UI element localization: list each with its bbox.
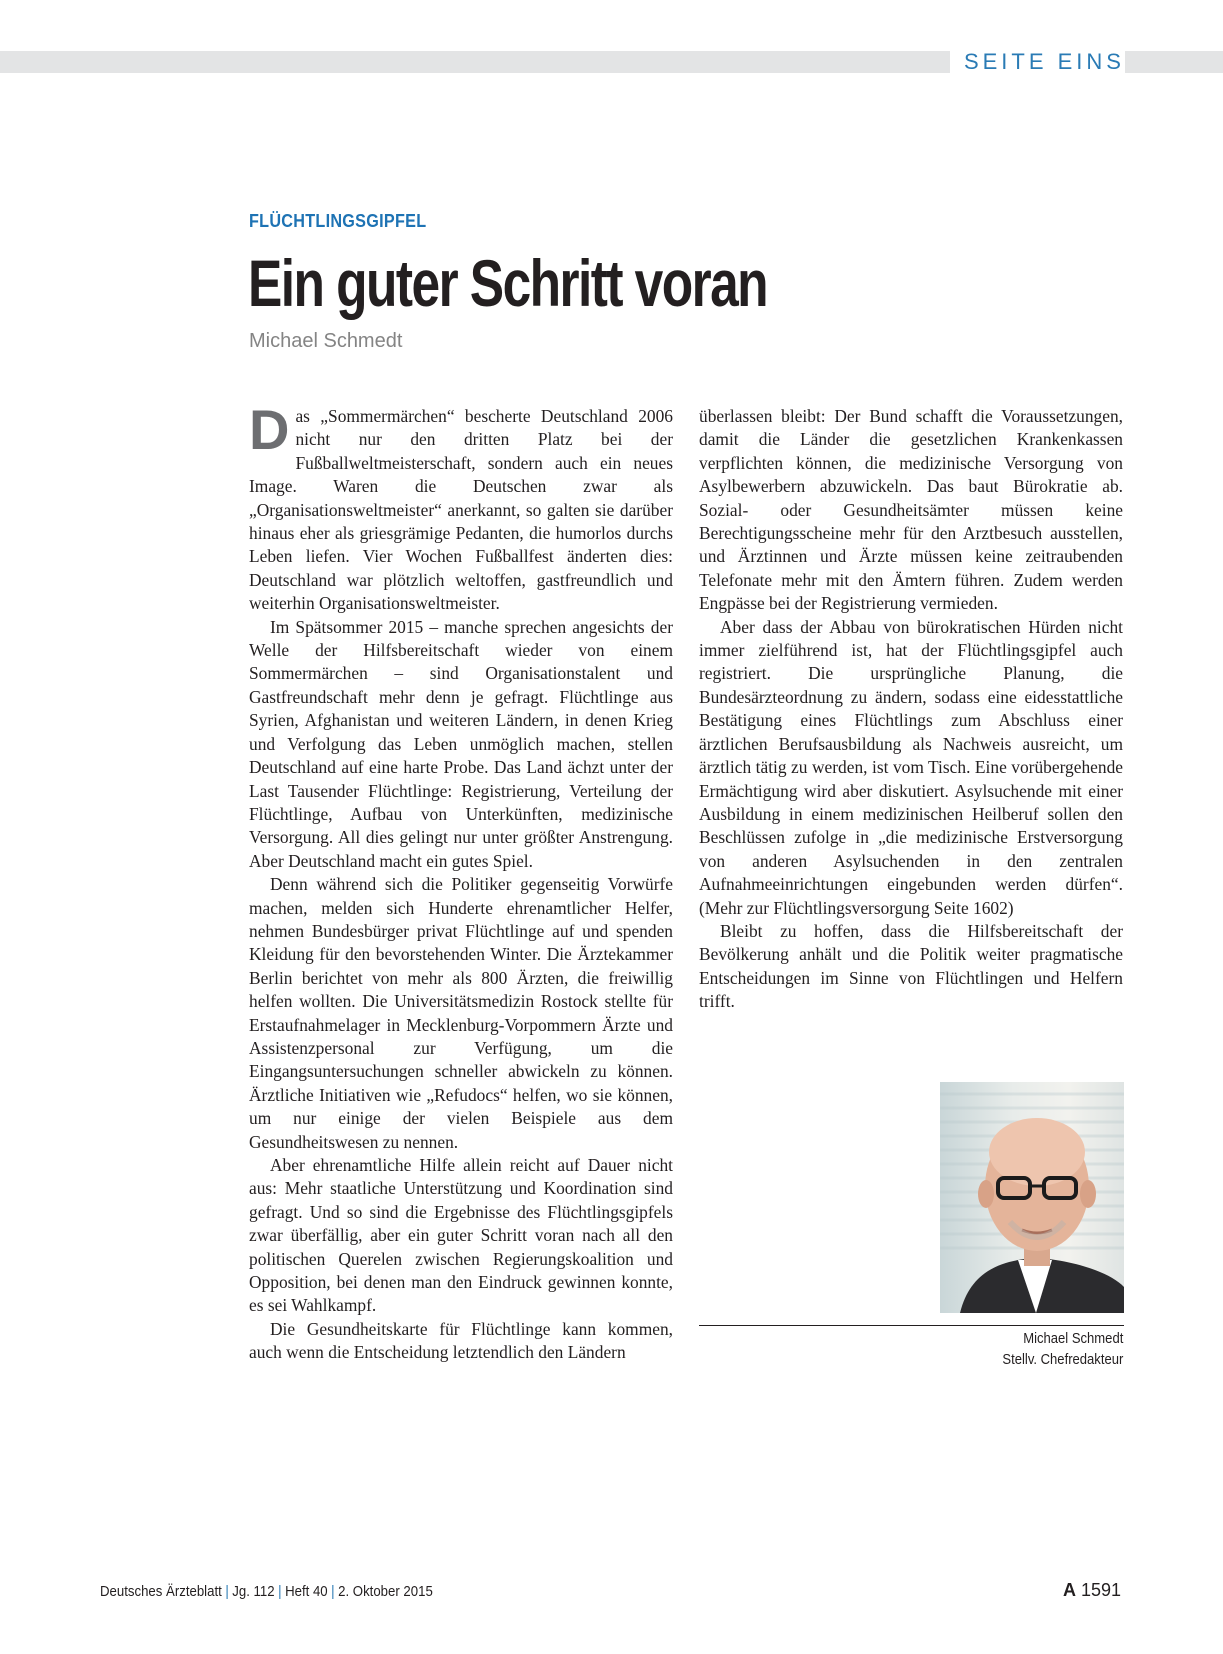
paragraph-1 — [249, 398, 673, 616]
article-column-left — [249, 398, 673, 1365]
footer-date: 2. Oktober 2015 — [338, 1583, 433, 1600]
article-kicker: FLÜCHTLINGSGIPFEL — [249, 211, 427, 231]
footer-separator: | — [278, 1583, 282, 1600]
paragraph-2: Im Spätsommer 2015 – manche sprechen angesichts der Welle der Hilfsbereitschaft wieder von einem Sommermärchen – sind Organisationstalent und Gastfreundschaft mehr denn je gefragt. Flüchtlinge aus Syrien, Afghanistan und weiteren Ländern, in denen Krieg und Verfolgung das Leben unmöglich machen, stellen Deutschland auf eine harte Probe. Das Land ächzt unter der Last Tausender Flüchtlinge: Registrierung, Verteilung der Flüchtlinge, Aufbau von Unterkünften, medizinische Versorgung. All dies gelingt nur unter größter Anstrengung. Aber Deutschland macht ein gutes Spiel. — [249, 616, 673, 871]
footer-volume: Jg. 112 — [232, 1583, 275, 1600]
paragraph-3: Denn während sich die Politiker gegenseitig Vorwürfe machen, melden sich Hunderte ehrenamtlicher Helfer, nehmen Bundesbürger privat Flüchtlinge auf und spenden Kleidung für den bevorstehenden Winter. Die Ärztekammer Berlin berichtet von mehr als 800 Ärzten, die freiwillig helfen wollten. Die Universitätsmedizin Rostock stellte für Erstaufnahmelager in Mecklenburg-Vorpommern Ärzte und Assistenzpersonal zur Verfügung, um die Eingangsuntersuchungen schneller abwickeln zu können. Ärztliche Initiativen wie „Refudocs“ helfen, wo sie können, um nur einige der vielen Beispiele aus dem Gesundheitswesen zu nennen. — [249, 874, 673, 1152]
page-footer — [100, 1583, 433, 1600]
page-number-value: 1591 — [1080, 1580, 1121, 1600]
author-portrait-photo — [940, 1082, 1124, 1313]
page-prefix: A — [1062, 1580, 1076, 1600]
paragraph-7: Aber dass der Abbau von bürokratischen Hürden nicht immer zielführend ist, hat der Flüchtlingsgipfel auch registriert. Die ursprüngliche Planung, die Bundesärzteordnung zu ändern, sodass eine eidesstattliche Bestätigung eines Flüchtlings zum Abschluss einer ärztlichen Berufsausbildung als Nachweis ausreicht, um ärztlich tätig zu werden, ist vom Tisch. Eine vorübergehende Ermächtigung wird aber diskutiert. Asylsuchende mit einer Ausbildung in einem medizinischen Heilberuf sollen den Beschlüssen zufolge in „die medizinische Erstversorgung von anderen Asylsuchenden in den zentralen Aufnahmeeinrichtungen eingebunden werden dürfen“. (Mehr zur Flüchtlingsversorgung Seite 1602) — [699, 616, 1123, 918]
drop-cap: D — [249, 398, 290, 461]
paragraph-5: Die Gesundheitskarte für Flüchtlinge kann kommen, auch wenn die Entscheidung letztendlich den Ländern — [249, 1318, 673, 1363]
footer-separator: | — [331, 1583, 335, 1600]
caption-role: Stellv. Chefredakteur — [1002, 1352, 1123, 1368]
caption-divider — [699, 1325, 1124, 1326]
paragraph-8: Bleibt zu hoffen, dass die Hilfsbereitschaft der Bevölkerung anhält und die Politik weiter pragmatische Entscheidungen im Sinne von Flüchtlingen und Helfern trifft. — [699, 920, 1123, 1012]
paragraph-1-text: as „Sommermärchen“ bescherte Deutschland 2006 nicht nur den dritten Platz bei der Fußballweltmeisterschaft, sondern auch ein neues Image. Waren die Deutschen zwar als „Organisationsweltmeister“ anerkannt, so galten sie darüber hinaus eher als griesgrämige Pedanten, die humorlos durchs Leben liefen. Vier Wochen Fußballfest änderten dies: Deutschland war plötzlich weltoffen, gastfreundlich und weiterhin Organisationsweltmeister. — [249, 406, 673, 614]
article-title: Ein guter Schritt voran — [248, 246, 768, 320]
photo-caption — [1002, 1329, 1123, 1371]
paragraph-6: überlassen bleibt: Der Bund schafft die Voraussetzungen, damit die Länder die gesetzlichen Krankenkassen verpflichten können, die medizinische Versorgung von Asylbewerbern abzuwickeln. Das baut Bürokratie ab. Sozial- oder Gesundheitsämter müssen keine Berechtigungsscheine mehr für den Arztbesuch ausstellen, und Ärztinnen und Ärzte müssen keine zeitraubenden Telefonate mehr mit den Ämtern führen. Zudem werden Engpässe bei der Registrierung vermieden. — [699, 406, 1123, 614]
footer-journal: Deutsches Ärzteblatt — [100, 1583, 222, 1600]
section-label: SEITE EINS — [950, 49, 1125, 75]
caption-name: Michael Schmedt — [1022, 1331, 1123, 1347]
page-number — [1063, 1580, 1121, 1601]
footer-separator: | — [225, 1583, 229, 1600]
article-column-right — [699, 405, 1123, 1014]
footer-issue: Heft 40 — [285, 1583, 328, 1600]
article-author: Michael Schmedt — [249, 330, 403, 352]
paragraph-4: Aber ehrenamtliche Hilfe allein reicht auf Dauer nicht aus: Mehr staatliche Unterstützung und Koordination sind gefragt. Und so sind die Ergebnisse des Flüchtlingsgipfels zwar überfällig, aber ein guter Schritt voran nach all den politischen Querelen zwischen Regierungskoalition und Opposition, bei denen man den Eindruck gewinnen konnte, es sei Wahlkampf. — [249, 1155, 673, 1316]
